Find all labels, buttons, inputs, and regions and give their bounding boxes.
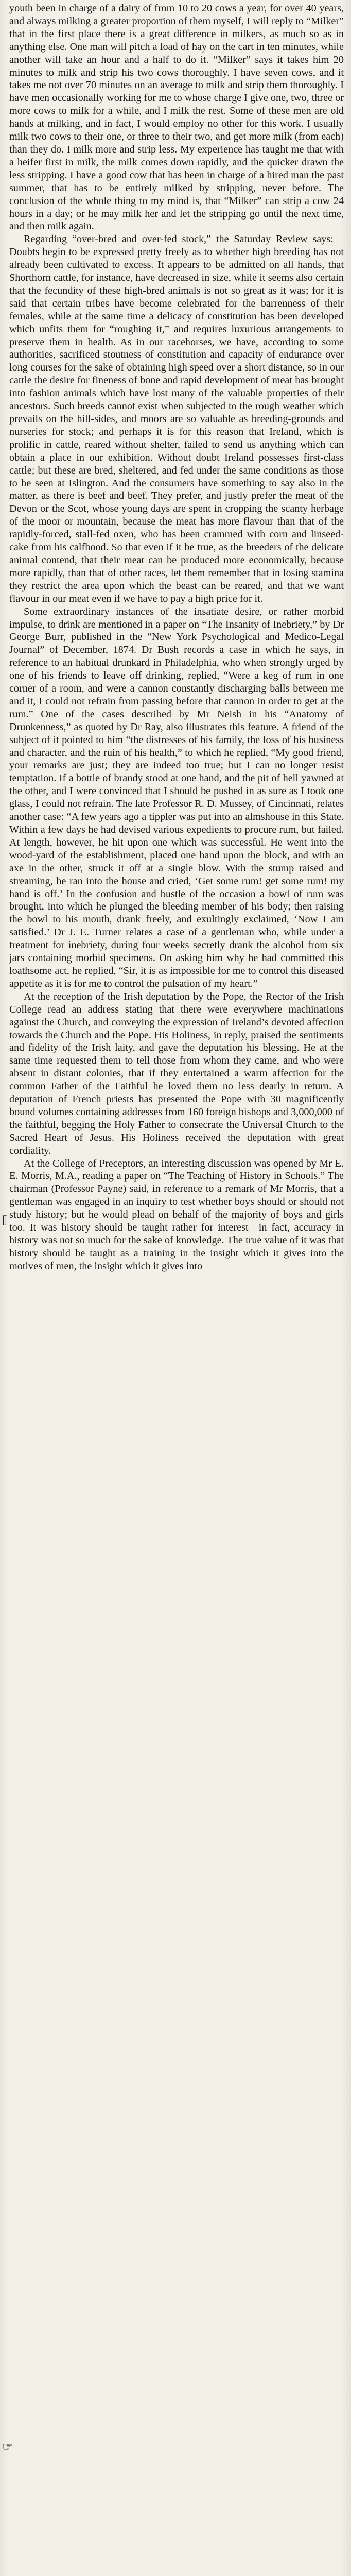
margin-bracket-icon: ⟦ bbox=[2, 1214, 8, 1227]
paragraph-dairy-milking: youth been in charge of a dairy of from 10 to 20 cows a year, for over 40 years, and always milking a greater proportion of them myself, I will reply to “Milker” that in the first place there is a great difference in milkers, as much so as in anything else. One man will pitch a load of hay on the cart in ten minutes, while another will take an hour and a half to do it. “Milker” says it takes him 20 minutes to milk and strip his two cows thoroughly. I have seven cows, and it takes me not over 70 minutes on an average to milk and strip them thoroughly. I have men occasionally working for me to whose charge I give one, two, three or more cows to milk for a while, and I milk the rest. Some of these men are old hands at milking, and in fact, I would employ no other for this work. I usually milk two cows to their one, or three to their two, and get more milk (from each) than they do. I milk more and strip less. My experience has taught me that with a heifer first in milk, the milk comes down rapidly, and the quicker drawn the less stripping. I have a good cow that has been in charge of a hired man the past summer, that has to be entirely milked by stripping, never before. The conclusion of the whole thing to my mind is, that “Milker” can strip a cow 24 hours in a day; or he may milk her and let the stripping go until the next time, and then milk again. bbox=[9, 3, 344, 232]
paragraph-insanity-of-inebriety: Some extraordinary instances of the insatiate desire, or rather morbid impulse, to drink are mentioned in a paper on “The Insanity of Inebriety,” by Dr George Burr, published in the “New York Psychological and Medico-Legal Journal” of December, 1874. Dr Bush records a case in which he says, in reference to an habitual drunkard in Philadelphia, who when strongly urged by one of his friends to leave off drinking, replied, “Were a keg of rum in one corner of a room, and were a cannon constantly discharging balls between me and it, I could not refrain from passing before that cannon in order to get at the rum.” One of the cases described by Mr Neish in his “Anatomy of Drunkenness,” as quoted by Dr Ray, also illustrates this feature. A friend of the subject of it pointed to him “the distresses of his family, the loss of his business and character, and the ruin of his health,” to which he replied, “My good friend, your remarks are just; they are indeed too true; but I can no longer resist temptation. If a bottle of brandy stood at one hand, and the pit of hell yawned at the other, and I were convinced that I should be pushed in as sure as I took one glass, I could not refrain. The late Professor R. D. Mussey, of Cincinnati, relates another case: “A few years ago a tippler was put into an almshouse in this State. Within a few days he had devised various expedients to procure rum, but failed. At length, however, he hit upon one which was successful. He went into the wood-yard of the establishment, placed one hand upon the block, and with an axe in the other, struck it off at a single blow. With the stump raised and streaming, he ran into the house and cried, ‘Get some rum! get some rum! my hand is off.’ In the confusion and bustle of the occasion a bowl of rum was brought, into which he plunged the bleeding member of his body; then raising the bowl to his mouth, drank freely, and exultingly exclaimed, ‘Now I am satisfied.’ Dr J. E. Turner relates a case of a gentleman who, while under a treatment for inebriety, during four weeks secretly drank the alcohol from six jars containing morbid specimens. On asking him why he had committed this loathsome act, he replied, “Sir, it is as impossible for me to control this diseased appetite as it is for me to control the pulsation of my heart.” bbox=[9, 605, 344, 989]
paragraph-irish-deputation: At the reception of the Irish deputation by the Pope, the Rector of the Irish College read an address stating that there were everywhere machinations against the Church, and conveying the expression of Ireland’s devoted affection towards the Church and the Pope. His Holiness, in reply, praised the sentiments and fidelity of the Irish laity, and gave the deputation his blessing. He at the same time requested them to tell those from whom they came, and who were absent in distant colonies, that if they entertained a warm affection for the common Father of the Faithful he loved them no less dearly in return. A deputation of French priests has presented the Pope with 30 magnificently bound volumes containing addresses from 160 foreign bishops and 3,000,000 of the faithful, begging the Holy Father to consecrate the Universal Church to the Sacred Heart of Jesus. His Holiness received the deputation with great cordiality. bbox=[9, 990, 344, 1156]
paragraph-college-of-preceptors: At the College of Preceptors, an interesting discussion was opened by Mr E. E. Morris, M.A., reading a paper on “The Teaching of History in Schools.” The chairman (Professor Payne) said, in reference to a remark of Mr Morris, that a gentleman was engaged in an inquiry to test whether boys should or should not study history; but he would plead on behalf of the majority of boys and girls too. It was history should be taught rather for interest—in fact, accuracy in history was not so much for the sake of knowledge. The true value of it was that history should be taught as a training in the insight which it gives into the motives of men, the insight which it gives into bbox=[9, 1157, 344, 1272]
margin-pointer-icon: ☞ bbox=[2, 2439, 13, 2454]
paragraph-over-bred-stock: Regarding “over-bred and over-fed stock,” the Saturday Review says:—Doubts begin to be expressed pretty freely as to whether high breeding has not already been cultivated to excess. It appears to be admitted on all hands, that Shorthorn cattle, for instance, have decreased in size, while it seems also certain that the fecundity of these high-bred animals is not so great as it was; for it is said that certain tribes have become celebrated for the barrenness of their females, while at the same time a delicacy of constitution has been developed which unfits them for “roughing it,” and requires luxurious arrangements to preserve them in health. As in our racehorses, we have, according to some authorities, sacrificed stoutness of constitution and capacity of endurance over long courses for the sake of obtaining high speed over a short distance, so in our cattle the desire for fineness of bone and rapid development of meat has brought into fashion animals which have lost many of the valuable properties of their ancestors. Such breeds cannot exist when subjected to the rough weather which prevails on the hill-sides, and moors are so valuable as breeding-grounds and nurseries for stock; and perhaps it is for this reason that Ireland, which is prolific in cattle, reared without shelter, failed to send us anything which can obtain a place in our exhibition. Without doubt Ireland possesses first-class cattle; but these are bred, sheltered, and fed under the same conditions as those to be seen at Islington. And the consumers have something to say also in the matter, as there is beef and beef. They prefer, and justly prefer the meat of the Devon or the Scot, whose young days are spent in cropping the scanty herbage of the moor or mountain, because the meat has more flavour than that of the rapidly-forced, stall-fed oxen, who has been crammed with corn and linseed-cake from his calfhood. So that even if it be true, as the breeders of the delicate animal contend, that their meat can be produced more economically, because more rapidly, than that of other races, let them remember that in losing stamina they restrict the area upon which the beast can be reared, and that we want flavour in our meat even if we have to pay a high price for it. bbox=[9, 233, 344, 604]
article-column bbox=[9, 2, 344, 1273]
